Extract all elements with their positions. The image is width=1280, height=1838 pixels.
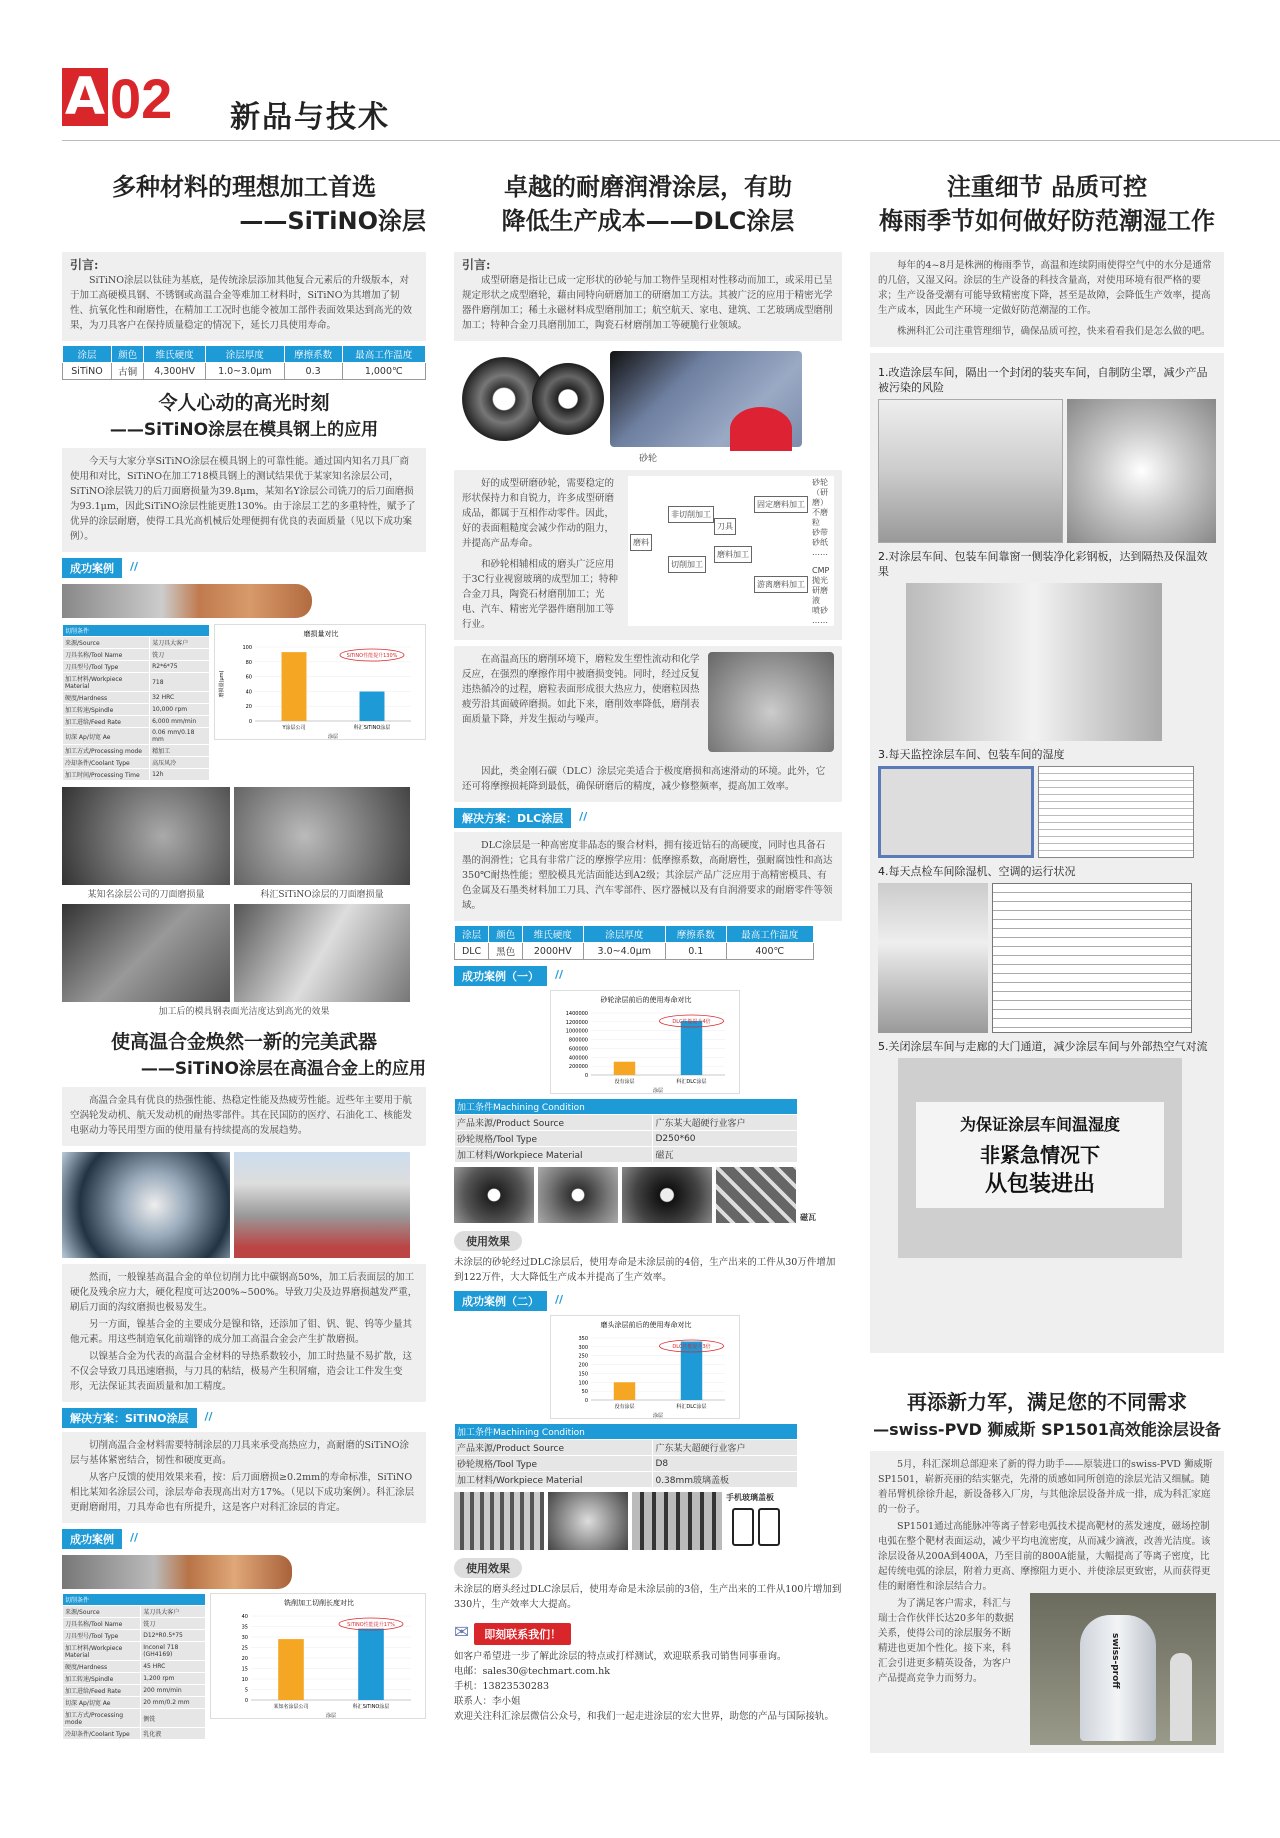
spec-cell: 400℃: [726, 943, 813, 960]
spec-header-cell: 涂层厚度: [205, 346, 284, 363]
article-subtitle: 降低生产成本——DLC涂层: [501, 207, 795, 235]
spec-cell: 黑色: [489, 943, 523, 960]
step-2: 2.对涂层车间、包装车间靠窗一侧装净化彩钢板，达到隔热及保温效果: [878, 550, 1208, 578]
condition-cell: 硬度/Hardness: [63, 692, 150, 704]
new-equipment-subtitle: —swiss-PVD 狮威斯 SP1501高效能涂层设备: [873, 1420, 1221, 1439]
y-tick-label: 1200000: [565, 1019, 588, 1026]
equipment-text-3: 为了满足客户需求，科汇与瑞士合作伙伴长达20多年的数据关系，使得公司的涂层服务不断精进也更加个性化。接下来，科汇会引进更多精英设备，为客户产品提高竞争力而努力。: [878, 1598, 1014, 1684]
tree-node: 切削加工: [668, 556, 706, 573]
condition-cell: 刀具名称/Tool Name: [63, 1618, 141, 1630]
abrasive-tree-diagram: [628, 476, 834, 626]
condition-cell: 精加工: [150, 745, 210, 757]
step-5: 5.关闭涂层车间与走廊的大门通道，减少涂层车间与外部热空气对流: [878, 1040, 1208, 1053]
machining-conditions-2: [454, 1423, 798, 1488]
head-life-chart-svg: [551, 1316, 741, 1420]
intro-text: 成型研磨是指让已成一定形状的砂轮与加工物件呈现相对性移动而加工，或采用已呈规定形状之成型磨轮，藉由同特向研磨加工的研磨加工方法。其被广泛的应用于精密光学器件磨削加工；稀土永磁材料成型磨削加工；航空航天、家电、建筑、工艺玻璃成型磨削加工；特种合金刀具磨削加工，陶瓷石材磨削加工等硬脆行业领域。: [462, 275, 833, 331]
y-tick-label: 100: [578, 1380, 588, 1387]
section-number: 02: [110, 67, 173, 130]
grinding-heads-photo: [708, 652, 834, 752]
chart-title: 磨损量对比: [303, 630, 339, 638]
condition-cell: 加工材料/Workpiece Material: [63, 1642, 141, 1661]
badge-label: DLC性能提升4倍: [672, 1019, 711, 1025]
tree-leaf: 抛光: [812, 576, 828, 585]
tree-leaf: 砂带: [812, 528, 828, 537]
condition-cell: 砂轮规格/Tool Type: [455, 1131, 653, 1147]
y-tick-label: 40: [245, 689, 252, 696]
solution-tag: 解决方案：DLC涂层 //: [454, 808, 571, 828]
tree-node: 固定磨料加工: [754, 496, 808, 513]
equipment-text-2: SP1501通过高能脉冲等离子替彩电弧技术提高靶材的蒸发速度，磁场控制电弧在整个靶材表面运动，减少平均电流密度，从而减少滴液，改善光洁度。该涂层设备从200A到400A，乃至目前的800A能量，大幅提高了等离子密度，比起传统电弧的涂层，附着力更高、摩擦阻力更小、并使涂层更致密，从而获得更佳的耐磨性和涂层结合力。: [878, 1521, 1211, 1592]
y-tick-label: 60: [245, 674, 252, 681]
article-subtitle: ——SiTiNO涂层: [239, 207, 426, 235]
caption: 科汇SiTiNO涂层的刀面磨损量: [260, 890, 384, 900]
contact-text: 如客户希望进一步了解此涂层的特点或打样测试，欢迎联系我司销售同事垂询。: [454, 1651, 787, 1662]
y-tick-label: 0: [244, 1698, 248, 1704]
condition-cell: 20 mm/0.2 mm: [141, 1697, 206, 1709]
hygrometer-photo: [878, 766, 1034, 858]
y-tick-label: 5: [244, 1687, 248, 1694]
chart-title: 砂轮涂层前后的使用寿命对比: [600, 996, 692, 1004]
grinding-text-1: 好的成型研磨砂轮，需要稳定的形状保持力和自锐力，许多成型研磨成品，都属于互相作动零件。因此，好的表面粗糙度会减少作动的阻力，并提高产品寿命。: [462, 478, 615, 549]
y-tick-label: 300: [578, 1344, 588, 1351]
y-tick-label: 800000: [568, 1037, 588, 1044]
y-tick-label: 350: [578, 1336, 588, 1342]
condition-cell: 0.06 mm/0.18 mm: [150, 728, 210, 745]
section-title: 新品与技术: [230, 100, 390, 135]
category-label: 科汇SiTiNO涂层: [353, 725, 391, 731]
condition-cell: 乳化液: [141, 1728, 206, 1740]
contact-person: 联系人：李小姐: [454, 1696, 521, 1707]
condition-cell: 来源/Source: [63, 637, 150, 649]
column-humidity: [870, 170, 1224, 1753]
y-tick-label: 20: [241, 1656, 248, 1662]
badge-label: SiTiNO性能提升17%: [347, 1622, 395, 1628]
header-divider: [62, 140, 1280, 141]
spec-cell: 1.0~3.0μm: [205, 363, 284, 380]
sub2-text-3: 另一方面，镍基合金的主要成分是镍和铬，还添加了钼、钒、铌、钨等少量其他元素。用这些制造氧化前端锋的成分加工高温合金会产生扩散磨损。: [70, 1319, 413, 1345]
condition-cell: 200 mm/min: [141, 1685, 206, 1697]
condition-cell: 加工进给/Feed Rate: [63, 1685, 141, 1697]
condition-cell: 产品来源/Product Source: [455, 1115, 653, 1131]
caption: 某知名涂层公司的刀面磨损量: [87, 890, 205, 900]
sub-title: 令人心动的高光时刻: [158, 392, 330, 414]
sub-title-2: ——SiTiNO涂层在高温合金上的应用: [140, 1059, 426, 1079]
spec-header-cell: 摩擦系数: [284, 346, 342, 363]
tree-leaf: 不磨粒: [812, 508, 828, 527]
dehumidifier-photo: [878, 883, 988, 1033]
wheel-life-chart: [550, 990, 740, 1094]
grinding-box: [454, 470, 842, 640]
condition-cell: 刀具型号/Tool Type: [63, 661, 150, 673]
x-axis-label: 涂层: [652, 1413, 664, 1419]
intro-box: [62, 252, 426, 341]
tree-leaf: ……: [812, 616, 828, 625]
condition-cell: 加工转速/Spindle: [63, 1673, 141, 1685]
condition-cell: R2*6*75: [150, 661, 210, 673]
sub2-box: [62, 1087, 426, 1146]
condition-cell: D8: [653, 1456, 798, 1472]
spec-header-cell: 颜色: [111, 346, 143, 363]
tree-node: 游离磨料加工: [754, 576, 808, 593]
article-title: 多种材料的理想加工首选: [112, 173, 376, 201]
spec-header-cell: 最高工作温度: [726, 926, 813, 943]
condition-cell: 加工方式/Processing mode: [63, 1709, 141, 1728]
spec-header-cell: 颜色: [489, 926, 523, 943]
step-4: 4.每天点检车间除湿机、空调的运行状况: [878, 865, 1076, 878]
cleanroom-photo: [878, 399, 1063, 543]
y-tick-label: 1400000: [565, 1011, 588, 1017]
wheel-photo: [454, 1167, 534, 1223]
intro-box: [454, 252, 842, 341]
steel-panel-photo: [906, 583, 1162, 741]
tree-node: 刀具: [714, 518, 736, 535]
y-tick-label: 50: [581, 1389, 588, 1396]
bar: [360, 692, 385, 721]
spec-cell: DLC: [455, 943, 489, 960]
intro-box: [870, 252, 1224, 347]
y-tick-label: 25: [241, 1645, 248, 1652]
tree-leaf: 喷砂: [812, 606, 828, 615]
sign-line: 为保证涂层车间温湿度: [959, 1115, 1120, 1134]
wear-box: [454, 646, 842, 758]
condition-cell: 加工转速/Spindle: [63, 704, 150, 716]
endmill-image: [62, 584, 312, 618]
condition-cell: 铣刀: [141, 1618, 206, 1630]
intro-label: 引言:: [70, 258, 99, 272]
industrial-tank-photo: [234, 1152, 410, 1258]
y-tick-label: 400000: [568, 1055, 588, 1062]
spec-cell: 4,300HV: [144, 363, 206, 380]
condition-header: 切削条件: [63, 625, 210, 637]
intro-text: SiTiNO涂层以钛硅为基底，是传统涂层添加其他复合元素后的升级版本，对于加工高硬模具钢、不锈钢或高温合金等难加工材料时，SiTiNO为其增加了韧性、抗氧化性和耐磨性，在精加工工况时也能令被加工部件表面效果达到高光的效果，为刀具客户在保持质量稳定的情况下，延长刀具使用寿命。: [70, 275, 413, 331]
grinding-wheel-photo: [454, 349, 604, 449]
intro-text: 每年的4~8月是株洲的梅雨季节，高温和连续阴雨使得空气中的水分是通常的几倍，又湿又闷。涂层的生产设备的科技含量高，对使用环境有很严格的要求；生产设备受潮有可能导致精密度下降，甚至是故障，会降低生产效率，提高生产成本，因此生产环境一定做好防范潮湿的工作。: [878, 260, 1212, 316]
y-tick-label: 10: [241, 1677, 248, 1683]
effect-text-2: 未涂层的磨头经过DLC涂层后，使用寿命是未涂层前的3倍，生产出来的工件从100片增加到330片，生产效率大大提高。: [454, 1584, 842, 1610]
solution-text: 切削高温合金材料需要特制涂层的刀具来承受高热应力，高耐磨的SiTiNO涂层与基体紧密结合，韧性和硬度更高。: [70, 1440, 410, 1466]
spec-table: [62, 345, 426, 380]
column-sitino: [62, 170, 426, 1740]
condition-cell: 加工进给/Feed Rate: [63, 716, 150, 728]
solution-box: [62, 1432, 426, 1523]
condition-cell: 加工材料/Workpiece Material: [455, 1147, 653, 1163]
article-title: 注重细节 品质可控: [946, 173, 1148, 201]
caption: 加工后的模具钢表面光洁度达到高光的效果: [158, 1007, 330, 1017]
wheel-photo: [622, 1167, 712, 1223]
machining-conditions-1: [454, 1098, 798, 1163]
condition-cell: 某刀具大客户: [141, 1606, 206, 1618]
magnet-tile-label: 磁瓦: [800, 1213, 816, 1222]
condition-cell: 来源/Source: [63, 1606, 141, 1618]
condition-cell: 10,000 rpm: [150, 704, 210, 716]
condition-cell: 高压风冷: [150, 757, 210, 769]
x-axis-label: 涂层: [325, 1713, 337, 1719]
tree-node: 非切削加工: [668, 506, 714, 523]
machining-photo: [62, 904, 230, 1002]
bar: [681, 1342, 702, 1400]
contact-phone: 手机：13823530283: [454, 1681, 549, 1692]
solution-tag: 解决方案：SiTiNO涂层 //: [62, 1408, 197, 1428]
category-label: 科汇SiTiNO涂层: [352, 1704, 390, 1710]
article-subtitle: 梅雨季节如何做好防范潮湿工作: [879, 207, 1215, 235]
wear-text: 在高温高压的磨削环境下，磨粒发生塑性流动和化学反应，在强烈的摩擦作用中被磨损变钝。同时，经过反复违热循冷的过程，磨粒表面形成很大热应力，使磨粒因热疲劳沿其面破碎磨损。如此下来，磨削效率降低，磨削表面质量下降，并发生振动与噪声。: [462, 654, 700, 725]
intro-label: 引言:: [462, 258, 491, 272]
case-tag-2: 成功案例 //: [62, 1529, 122, 1549]
cutting-conditions-2: [62, 1593, 206, 1740]
condition-cell: 磁瓦: [653, 1147, 798, 1163]
condition-cell: 45 HRC: [141, 1661, 206, 1673]
phone-glass-label: 手机玻璃盖板: [726, 1493, 774, 1502]
bar: [681, 1021, 702, 1075]
sp1501-machine-photo: [1030, 1593, 1216, 1745]
intro-text-2: 株洲科汇公司注重管理细节，确保品质可控，快来看看我们是怎么做的吧。: [897, 326, 1211, 337]
sitino-wear-photo: [234, 787, 410, 885]
spec-cell: 0.1: [665, 943, 726, 960]
grinding-head-photo: [632, 1492, 722, 1550]
article-title: 卓越的耐磨润滑涂层，有助: [504, 173, 792, 201]
condition-cell: D12*R0.5*75: [141, 1630, 206, 1642]
contact-email: 电邮：sales30@techmart.com.hk: [454, 1666, 611, 1677]
blue-wheel-photo: [610, 351, 802, 447]
mail-icon: ✉: [454, 1622, 470, 1643]
x-axis-label: 涂层: [327, 734, 339, 740]
condition-cell: 6,000 mm/min: [150, 716, 210, 728]
condition-cell: 加工时间/Processing Time: [63, 769, 150, 781]
tree-root: 磨料: [630, 534, 652, 551]
grinding-head-photo: [548, 1492, 628, 1550]
solution-text: DLC涂层是一种高密度非晶态的聚合材料，拥有接近钻石的高硬度，同时也具备石墨的润滑性；它具有非常广泛的摩擦学应用：低摩擦系数，高耐磨性，强耐腐蚀性和高达350℃耐热性能；塑胶模具光洁面能达到A2级；其涂层产品广泛应用于高精密模具、有色金属及石墨类材料加工刀具、汽车零部件、医疗器械以及有自润滑要求的耐磨零件等领域。: [462, 840, 833, 911]
spec-cell: 3.0~4.0μm: [583, 943, 665, 960]
grinding-head-photo: [454, 1492, 544, 1550]
tree-leaf: CMP: [812, 566, 830, 575]
y-tick-label: 35: [241, 1624, 248, 1631]
condition-cell: 刀具型号/Tool Type: [63, 1630, 141, 1642]
condition-cell: 切深 Ap/切宽 Ae: [63, 1697, 141, 1709]
spec-table: [454, 925, 814, 960]
checklist-photo: [992, 883, 1192, 1033]
spec-cell: SiTiNO: [63, 363, 112, 380]
condition-cell: 1,200 rpm: [141, 1673, 206, 1685]
steps-box: [870, 353, 1224, 1353]
tree-leaf: 砂轮（研磨）: [812, 478, 828, 507]
condition-header: 切削条件: [63, 1594, 206, 1606]
section-logo: A: [62, 68, 108, 126]
condition-cell: 冷却条件/Coolant Type: [63, 757, 150, 769]
dlc-text: 因此，类金刚石碳（DLC）涂层完美适合于极度磨损和高速滑动的环境。此外，它还可将摩擦损耗降到最低，确保研磨后的精度，减少修整频率，提高加工效率。: [462, 766, 826, 792]
equipment-box: [870, 1451, 1224, 1753]
condition-cell: 某刀具大客户: [150, 637, 210, 649]
condition-cell: 广东某大超硬行业客户: [653, 1115, 798, 1131]
tree-leaf: ……: [812, 548, 828, 557]
condition-cell: 冷却条件/Coolant Type: [63, 1728, 141, 1740]
dust-cover-photo: [1067, 399, 1216, 543]
step-3: 3.每天监控涂层车间、包装车间的湿度: [878, 748, 1065, 761]
condition-cell: 砂轮规格/Tool Type: [455, 1456, 653, 1472]
spec-header-cell: 涂层: [63, 346, 112, 363]
condition-cell: 0.38mm玻璃盖板: [653, 1472, 798, 1488]
y-axis-label: 磨损量(μm): [219, 670, 225, 698]
solution-text-2: 从客户反馈的使用效果来看，按：后刀面磨损≥0.2mm的寿命标准，SiTiNO相比某知名涂层公司，涂层寿命表现高出对方17%。（见以下成功案例）。科汇涂层更耐磨耐用，刀具寿命也有所提升，这是客户对科汇涂层的肯定。: [70, 1472, 415, 1513]
condition-cell: 产品来源/Product Source: [455, 1440, 653, 1456]
wear-chart-svg: [215, 625, 427, 741]
condition-cell: 32 HRC: [150, 692, 210, 704]
polished-mold-photo: [234, 904, 410, 1002]
tree-leaf: 研磨液: [812, 586, 828, 605]
sub2-text-4: 以镍基合金为代表的高温合金材料的导热系数较小，加工时热量不易扩散，这不仅会导致刀具迅速磨损，与刀具的粘结，极易产生积屑瘤，造会让工件发生变形，无法保证其表面质量和加工精度。: [70, 1351, 413, 1392]
spec-header-cell: 涂层厚度: [583, 926, 665, 943]
bar: [282, 652, 307, 721]
condition-cell: 刀具名称/Tool Name: [63, 649, 150, 661]
new-equipment-title: 再添新力军，满足您的不同需求: [907, 1390, 1187, 1414]
effect-text: 未涂层的砂轮经过DLC涂层后，使用寿命是未涂层前的4倍，生产出来的工件从30万件增加到122万件，大大降低生产成本并提高了生产效率。: [454, 1257, 836, 1283]
sign-line: 从包装进出: [984, 1172, 1095, 1197]
competitor-wear-photo: [62, 787, 230, 885]
wheel-life-chart-svg: [551, 991, 741, 1095]
x-axis-label: 涂层: [652, 1088, 664, 1094]
spec-header-cell: 维氏硬度: [144, 346, 206, 363]
category-label: 科汇DLC涂层: [676, 1079, 707, 1085]
y-tick-label: 0: [248, 719, 252, 725]
y-tick-label: 0: [584, 1073, 588, 1079]
case-tag: 成功案例 //: [62, 558, 122, 578]
y-tick-label: 15: [241, 1666, 248, 1673]
column-dlc: [454, 170, 842, 1724]
caption: 砂轮: [638, 454, 657, 464]
condition-cell: 侧铣: [141, 1709, 206, 1728]
category-label: 没有涂层: [614, 1079, 635, 1085]
sub1-box: [62, 448, 426, 552]
category-label: 没有涂层: [614, 1404, 635, 1410]
condition-cell: 12h: [150, 769, 210, 781]
y-tick-label: 0: [584, 1398, 588, 1404]
contact-section: [454, 1622, 842, 1724]
category-label: 科汇DLC涂层: [676, 1404, 707, 1410]
category-label: Y涂层公司: [282, 725, 306, 731]
y-tick-label: 100: [242, 645, 252, 651]
category-label: 某知名涂层公司: [273, 1704, 309, 1710]
cutting-conditions-1: [62, 624, 210, 781]
wechat-text: 欢迎关注科汇涂层微信公众号，和我们一起走进涂层的宏大世界，助您的产品与国际接轨。: [454, 1711, 835, 1722]
condition-header: 加工条件Machining Condition: [455, 1424, 798, 1440]
y-tick-label: 80: [245, 659, 252, 666]
sub-title-2: ——SiTiNO涂层在模具钢上的应用: [109, 420, 379, 440]
condition-cell: 广东某大超硬行业客户: [653, 1440, 798, 1456]
condition-cell: 切深 Ap/切宽 Ae: [63, 728, 150, 745]
spec-header-cell: 涂层: [455, 926, 489, 943]
spec-cell: 2000HV: [522, 943, 583, 960]
y-tick-label: 150: [578, 1371, 588, 1378]
phone-glass-photo: [726, 1492, 786, 1550]
y-tick-label: 600000: [568, 1046, 588, 1053]
length-chart-svg: [211, 1594, 427, 1720]
grinding-text-2: 和砂轮相辅相成的磨头广泛应用于3C行业视窗玻璃的成型加工；特种合金刀具，陶瓷石材磨削加工；光电、汽车、精密光学器件磨削加工等行业。: [462, 559, 618, 630]
length-chart: [210, 1593, 426, 1719]
sub2-more-box: [62, 1264, 426, 1402]
y-tick-label: 20: [245, 704, 252, 711]
y-tick-label: 200000: [568, 1064, 588, 1071]
spec-header-cell: 摩擦系数: [665, 926, 726, 943]
contact-us-badge: 即刻联系我们！: [474, 1623, 571, 1645]
machine-brand: swiss-proff: [1110, 1633, 1120, 1689]
condition-cell: D250*60: [653, 1131, 798, 1147]
sub-title: 使高温合金焕然一新的完美武器: [110, 1031, 377, 1053]
condition-cell: Inconel 718 (GH4169): [141, 1642, 206, 1661]
chart-title: 铣削加工切削长度对比: [284, 1599, 354, 1607]
sub2-text: 高温合金具有优良的热强性能、热稳定性能及热疲劳性能。近些年主要用于航空涡轮发动机、航天发动机的耐热零部件。其在民国防的医疗、石油化工、核能发电驱动力等民用型方面的使用量有持续提高的发展趋势。: [70, 1095, 413, 1136]
notice-sign-photo: [898, 1058, 1182, 1258]
spec-cell: 0.3: [284, 363, 342, 380]
badge-label: SiTiNO性能提升130%: [346, 653, 398, 659]
y-tick-label: 200: [578, 1362, 588, 1369]
bar: [278, 1639, 304, 1700]
spec-cell: 1,000℃: [342, 363, 425, 380]
dlc-text-box: [454, 758, 842, 802]
magnet-tiles-photo: [716, 1167, 796, 1223]
sub2-text-2: 然而，一般镍基高温合金的单位切削力比中碳钢高50%，加工后表面层的加工硬化及残余应力大，硬化程度可达200%~500%。导致刀尖及边界磨损越发严重，刷后刀面的沟纹磨损也极易发生。: [70, 1272, 418, 1313]
condition-cell: 硬度/Hardness: [63, 1661, 141, 1673]
effect-label: 使用效果: [454, 1231, 522, 1251]
y-tick-label: 40: [241, 1614, 248, 1620]
condition-cell: 718: [150, 673, 210, 692]
spec-cell: 古铜: [111, 363, 143, 380]
bar: [614, 1382, 635, 1400]
condition-cell: 加工材料/Workpiece Material: [63, 673, 150, 692]
solution-box: [454, 832, 842, 921]
y-tick-label: 30: [241, 1635, 248, 1641]
y-tick-label: 1000000: [565, 1028, 588, 1035]
tree-leaf: 砂纸: [812, 538, 828, 547]
spec-header-cell: 最高工作温度: [342, 346, 425, 363]
humidity-log-photo: [1038, 766, 1194, 858]
badge-label: DLC性能提升3倍: [672, 1344, 711, 1350]
wheel-photo: [538, 1167, 618, 1223]
equipment-text-1: 5月，科汇深圳总部迎来了新的得力助手——原装进口的swiss-PVD 狮威斯 SP1501，崭新亮丽的结实躯壳，先滑的质感如同所创造的涂层光洁又细腻。随着吊臂机徐徐升起，新设备移入厂房，与其他涂层设备并成一排，成为科汇家庭的一份子。: [878, 1459, 1213, 1515]
condition-cell: 铣刀: [150, 649, 210, 661]
effect-label-2: 使用效果: [454, 1558, 522, 1578]
y-tick-label: 250: [578, 1353, 588, 1360]
step-1: 1.改造涂层车间，隔出一个封闭的装夹车间，自制防尘罩，减少产品被污染的风险: [878, 366, 1208, 394]
spec-header-cell: 维氏硬度: [522, 926, 583, 943]
page-header: [62, 67, 1280, 135]
condition-cell: 加工材料/Workpiece Material: [455, 1472, 653, 1488]
case-tag: 成功案例（一） //: [454, 966, 547, 986]
condition-header: 加工条件Machining Condition: [455, 1099, 798, 1115]
tree-node: 磨料加工: [714, 546, 752, 563]
case-tag-2: 成功案例（二） //: [454, 1291, 547, 1311]
head-life-chart: [550, 1315, 740, 1419]
sign-line: 非紧急情况下: [980, 1143, 1100, 1167]
bar: [614, 1062, 635, 1075]
bar: [358, 1629, 384, 1700]
condition-cell: 加工方式/Processing mode: [63, 745, 150, 757]
chart-title: 磨头涂层前后的使用寿命对比: [600, 1321, 692, 1329]
sub1-text: 今天与大家分享SiTiNO涂层在模具钢上的可靠性能。通过国内知名刀具厂商使用和对比，SiTiNO在加工718模具钢上的测试结果优于某家知名涂层公司，SiTiNO涂层铣刀的后刀面磨损量为39.8μm，某知名Y涂层公司铣刀的后刀面磨损为93.1μm，因此SiTiNO涂层性能更胜130%。由于涂层工艺的多重特性，赋予了优异的涂层耐磨，使得工具光高机械后处理便拥有优良的表面质量（见以下成功案例）。: [70, 456, 416, 542]
wear-chart: [214, 624, 426, 740]
jet-engine-photo: [62, 1152, 230, 1258]
endmill-image-2: [62, 1555, 292, 1589]
